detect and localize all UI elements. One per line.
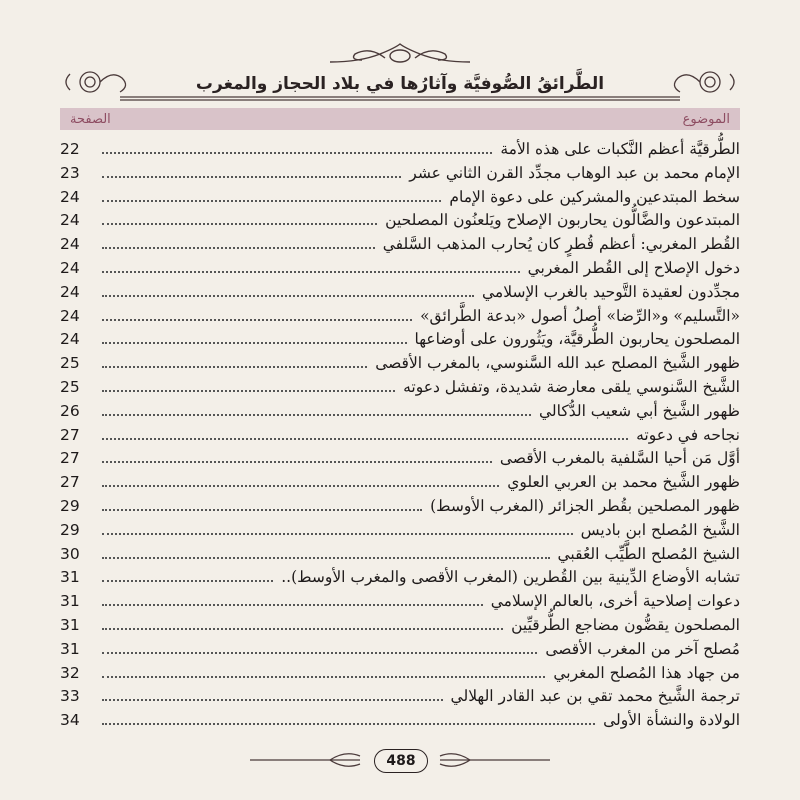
toc-entry	[60, 283, 740, 307]
toc-entry-page: 24	[60, 282, 80, 301]
toc-entry	[60, 188, 740, 212]
toc-entry-title: ظهور الشَّيخ المصلح عبد الله السَّنوسي، بالمغرب الأقصى	[375, 354, 740, 373]
toc-entry	[60, 592, 740, 616]
toc-entry	[60, 449, 740, 473]
toc-entry	[60, 568, 740, 592]
toc-entry	[60, 640, 740, 664]
toc-entry	[60, 711, 740, 735]
toc-entry-title: الولادة والنشأة الأولى	[603, 711, 740, 730]
dot-leader	[102, 699, 443, 701]
dot-leader	[102, 319, 412, 321]
toc-entry	[60, 545, 740, 569]
toc-entry-title: الطُّرقيَّة أعظم النَّكبات على هذه الأمة	[500, 140, 740, 158]
toc-entry-page: 24	[60, 235, 80, 254]
toc-entry-page: 31	[60, 615, 80, 634]
toc-entry-page: 30	[60, 544, 80, 563]
toc-entry	[60, 140, 740, 164]
toc-entry-title: ترجمة الشَّيخ محمد تقي بن عبد القادر الهلالي	[450, 687, 740, 706]
dot-leader	[102, 271, 520, 273]
toc-entry-page: 27	[60, 473, 80, 492]
toc-entry-page: 22	[60, 140, 80, 158]
toc-entry-page: 27	[60, 425, 80, 444]
dot-leader	[102, 461, 492, 463]
page-column-label: الصفحة	[70, 111, 111, 127]
page-footer	[0, 748, 800, 774]
dot-leader	[102, 652, 537, 654]
toc-entry-title: ظهور المصلحين بقُطر الجزائر (المغرب الأوسط)	[430, 496, 740, 515]
dot-leader	[102, 676, 545, 678]
dot-leader	[102, 152, 492, 154]
dot-leader	[102, 366, 367, 368]
running-header	[90, 70, 710, 98]
toc-entry-page: 24	[60, 211, 80, 230]
toc-entry-title: المصلحون يحاربون الطُّرقيَّة، ويَثُورون على أوضاعها	[414, 330, 740, 349]
dot-leader	[102, 628, 503, 630]
toc-entry-page: 31	[60, 568, 80, 587]
toc-entry-page: 29	[60, 496, 80, 515]
toc-entry-title: دخول الإصلاح إلى القُطر المغربي	[527, 258, 740, 277]
toc-entry	[60, 378, 740, 402]
toc-entry-title: دعوات إصلاحية أخرى، بالعالم الإسلامي	[490, 592, 740, 611]
toc-entry	[60, 330, 740, 354]
toc-entry-title: مجدِّدون لعقيدة التَّوحيد بالغرب الإسلامي	[482, 282, 740, 301]
toc-entry-title: الشَّيخ المُصلح ابن باديس	[580, 520, 740, 539]
toc-entry-page: 34	[60, 711, 80, 730]
toc-entry-page: 24	[60, 330, 80, 349]
toc-entry-page: 27	[60, 449, 80, 468]
topic-column-label: الموضوع	[682, 111, 730, 127]
dot-leader	[102, 390, 395, 392]
page-number: 488	[374, 749, 428, 773]
toc-entry-page: 31	[60, 592, 80, 611]
dot-leader	[102, 557, 550, 559]
toc-entry	[60, 235, 740, 259]
toc-entry	[60, 616, 740, 640]
toc-entry-title: من جهاد هذا المُصلح المغربي	[553, 663, 740, 682]
dot-leader	[102, 200, 441, 202]
toc-entry	[60, 164, 740, 188]
toc-entry-page: 24	[60, 306, 80, 325]
toc-entry-page: 24	[60, 187, 80, 206]
toc-entry-page: 23	[60, 163, 80, 182]
dot-leader	[102, 485, 499, 487]
toc-entry-page: 26	[60, 401, 80, 420]
dot-leader	[102, 295, 474, 297]
toc-entry-title: تشابه الأوضاع الدِّينية بين القُطرين (المغرب الأقصى والمغرب الأوسط)..	[281, 568, 740, 587]
book-title: الطَّرائقُ الصُّوفيَّة وآثارُها في بلاد الحجاز والمغرب	[195, 74, 605, 94]
toc-entry-page: 25	[60, 354, 80, 373]
toc-entry-title: «التَّسليم» و«الرِّضا» أصلُ أصول «بدعة الطَّرائق»	[420, 306, 740, 325]
toc-entry-page: 33	[60, 687, 80, 706]
toc-entry-page: 25	[60, 377, 80, 396]
toc-entry	[60, 426, 740, 450]
dot-leader	[102, 176, 401, 178]
table-of-contents	[60, 140, 740, 735]
toc-entry-title: القُطر المغربي: أعظم قُطرٍ كان يُحارب المذهب السَّلفي	[382, 235, 740, 254]
toc-entry-title: الشيخ المُصلح الطَّيِّب العُقبي	[557, 544, 740, 563]
toc-entry	[60, 497, 740, 521]
toc-entry-title: الشَّيخ السَّنوسي يلقى معارضة شديدة، وتفشل دعوته	[403, 377, 740, 396]
toc-entry	[60, 354, 740, 378]
toc-entry-title: سخط المبتدعين والمشركين على دعوة الإمام	[449, 187, 740, 206]
toc-entry-title: ظهور الشَّيخ أبي شعيب الدُّكالي	[538, 401, 740, 420]
toc-entry-title: نجاحه في دعوته	[636, 425, 740, 444]
column-header-bar	[60, 108, 740, 130]
dot-leader	[102, 414, 531, 416]
dot-leader	[102, 533, 573, 535]
toc-entry-page: 32	[60, 663, 80, 682]
toc-entry	[60, 687, 740, 711]
dot-leader	[102, 223, 377, 225]
toc-entry-title: ظهور الشَّيخ محمد بن العربي العلوي	[507, 473, 740, 492]
dot-leader	[102, 438, 628, 440]
toc-entry-title: الإمام محمد بن عبد الوهاب مجدِّد القرن الثاني عشر	[409, 163, 740, 182]
toc-entry	[60, 402, 740, 426]
toc-entry	[60, 259, 740, 283]
toc-entry-page: 29	[60, 520, 80, 539]
dot-leader	[102, 604, 483, 606]
toc-entry-title: أوَّل مَن أحيا السَّلفية بالمغرب الأقصى	[499, 449, 740, 468]
toc-entry	[60, 473, 740, 497]
toc-entry-title: المبتدعون والضَّالُّون يحاربون الإصلاح ويَلعنُون المصلحين	[385, 211, 740, 230]
dot-leader	[102, 247, 375, 249]
toc-entry-title: مُصلح آخر من المغرب الأقصى	[545, 639, 740, 658]
dot-leader	[102, 723, 595, 725]
dot-leader	[102, 342, 407, 344]
toc-entry	[60, 521, 740, 545]
toc-entry-title: المصلحون يقضُّون مضاجع الطُّرقيِّين	[511, 615, 740, 634]
toc-entry	[60, 307, 740, 331]
toc-entry	[60, 211, 740, 235]
dot-leader	[102, 509, 422, 511]
toc-entry-page: 24	[60, 258, 80, 277]
toc-entry	[60, 664, 740, 688]
toc-entry-page: 31	[60, 639, 80, 658]
dot-leader	[102, 580, 273, 582]
